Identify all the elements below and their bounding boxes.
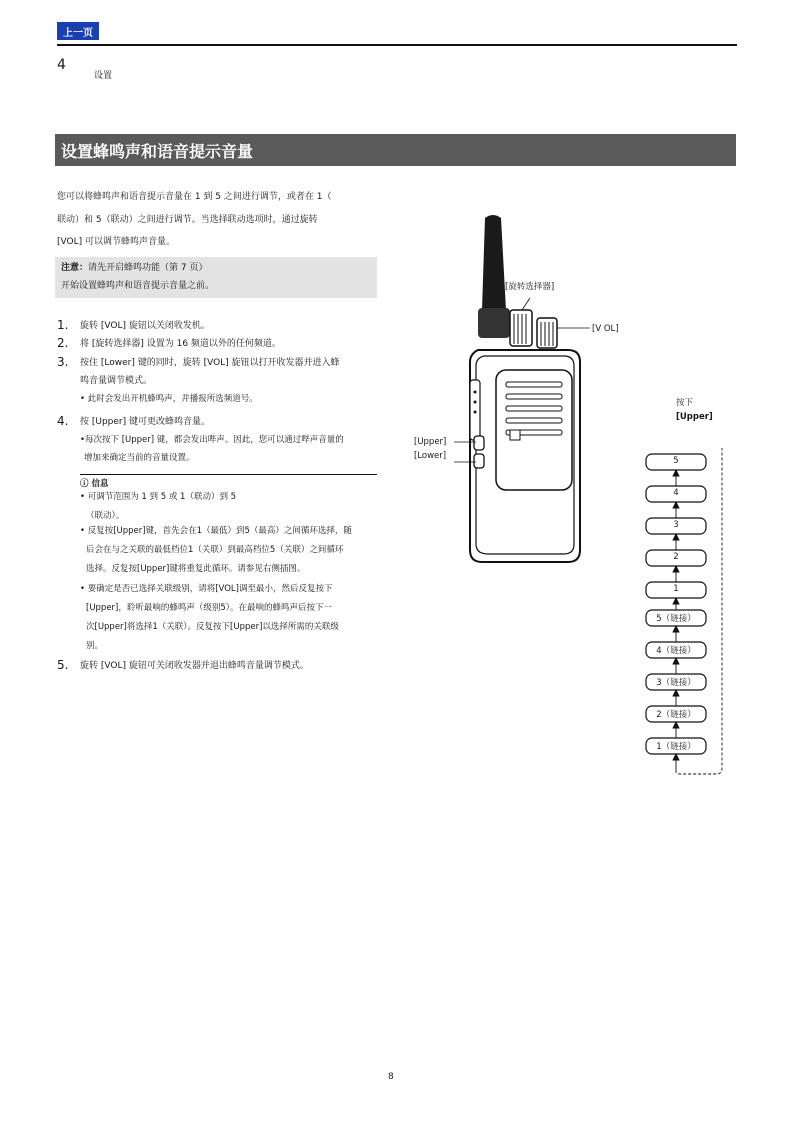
level-label: 5（链接）: [656, 614, 696, 624]
level-label: 1: [673, 584, 679, 594]
press-label: 按下: [676, 398, 694, 408]
rotary-selector-knob: [510, 310, 532, 346]
vol-knob: [537, 318, 557, 348]
info-bullet: [80, 488, 380, 526]
step-text: [80, 413, 380, 467]
step-text: 旋转 [VOL] 旋钮可关闭收发器并退出蜂鸣音量调节模式。: [80, 661, 309, 671]
step-sub-bullet: • 此时会发出开机蜂鸣声，并播报所选频道号。: [80, 394, 258, 404]
info-bullet: [80, 580, 380, 656]
info-line: • 要确定是否已选择关联级别，请将[VOL]调至最小，然后反复按下: [80, 584, 333, 594]
upper-button-label: [Upper]: [676, 412, 713, 422]
level-label: 2: [673, 552, 679, 562]
info-line: 别。: [86, 641, 104, 651]
info-bullet: [80, 522, 380, 579]
intro-line: 您可以将蜂鸣声和语音提示音量在 1 到 5 之间进行调节，或者在 1（: [57, 192, 332, 202]
step-number: 4.: [57, 414, 69, 428]
previous-page-button[interactable]: 上一页: [57, 22, 99, 40]
chapter-name: 设置: [94, 71, 113, 81]
lower-key: [474, 454, 484, 468]
step-line: 鸣音量调节模式。: [80, 376, 153, 386]
note-box: [55, 257, 377, 298]
antenna: [482, 215, 506, 310]
intro-paragraph: [57, 186, 382, 254]
note-line: 开始设置蜂鸣声和语音提示音量之前。: [61, 281, 215, 291]
level-label: 5: [673, 456, 679, 466]
step-text: 旋转 [VOL] 旋钮以关闭收发机。: [80, 321, 210, 331]
upper-key: [474, 436, 484, 450]
step-number: 1.: [57, 318, 69, 332]
info-rule: [80, 474, 377, 475]
chapter-number: 4: [57, 57, 66, 73]
step-number: 2.: [57, 336, 69, 350]
step-sub-bullet: •每次按下 [Upper] 键，都会发出哔声。因此，您可以通过哔声音量的: [80, 435, 344, 445]
radio-illustration: [410, 210, 610, 570]
info-line: 后会在与之关联的最低档位1（关联）到最高档位5（关联）之间循环: [86, 545, 344, 555]
note-text: 请先开启蜂鸣功能（第 7 页）: [88, 263, 208, 273]
header-rule: [57, 44, 737, 46]
info-line: （联动）。: [86, 511, 125, 521]
info-line: • 可调节范围为 1 到 5 或 1（联动）到 5: [80, 492, 237, 502]
step-sub-bullet: 增加来确定当前的音量设置。: [84, 453, 195, 463]
info-line: • 反复按[Upper]键，首先会在1（最低）到5（最高）之间循环选择，随: [80, 526, 352, 536]
intro-line: [VOL] 可以调节蜂鸣声音量。: [57, 237, 175, 247]
upper-key-label: [Upper]: [414, 437, 447, 447]
level-label: 3（链接）: [656, 678, 696, 688]
page-number: 8: [388, 1072, 394, 1082]
step-number: 5.: [57, 658, 69, 672]
level-label: 4: [673, 488, 679, 498]
info-line: 选择。反复按[Upper]键将重复此循环。请参见右侧插图。: [86, 564, 306, 574]
level-label: 4（链接）: [656, 646, 696, 656]
info-title: ⓘ 信息: [80, 479, 109, 489]
lower-key-label: [Lower]: [414, 451, 447, 461]
note-line: [61, 259, 377, 277]
level-label: 2（链接）: [656, 710, 696, 720]
section-title: 设置蜂鸣声和语音提示音量: [55, 134, 736, 166]
step-text: [80, 354, 380, 408]
level-label: 1（链接）: [656, 742, 696, 752]
note-label: 注意：: [61, 263, 89, 273]
vol-label: [V OL]: [592, 324, 619, 334]
info-line: 次[Upper]将选择1（关联）。反复按下[Upper]以选择所需的关联级: [86, 622, 339, 632]
step-line: 按 [Upper] 键可更改蜂鸣音量。: [80, 417, 210, 427]
info-line: [Upper]，聆听最响的蜂鸣声（级别5）。在最响的蜂鸣声后按下一: [86, 603, 333, 613]
step-text: 将 [旋转选择器] 设置为 16 频道以外的任何频道。: [80, 339, 281, 349]
rotary-selector-label: [旋转选择器]: [505, 282, 555, 292]
step-line: 按住 [Lower] 键的同时，旋转 [VOL] 旋钮以打开收发器并进入蜂: [80, 358, 340, 368]
step-number: 3.: [57, 355, 69, 369]
level-label: 3: [673, 520, 679, 530]
intro-line: 联动）和 5（联动）之间进行调节。当选择联动选项时，通过旋转: [57, 214, 318, 225]
